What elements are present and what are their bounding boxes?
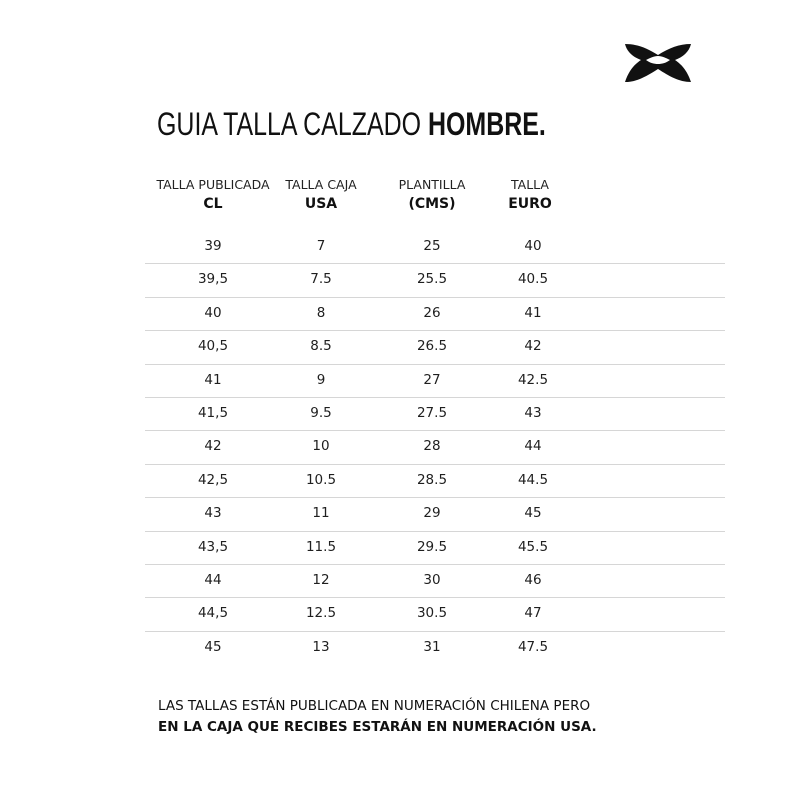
table-row (0, 430, 800, 463)
table-cell: 28.5 (416, 471, 448, 488)
table-cell: 8 (316, 304, 326, 321)
table-cell: 41 (204, 371, 222, 388)
table-cell: 46 (524, 571, 542, 588)
table-cell: 10 (312, 438, 330, 455)
table-cell: 12.5 (305, 605, 337, 622)
table-cell: 40.5 (517, 271, 549, 288)
page-title (157, 104, 546, 144)
table-cell: 40,5 (197, 338, 229, 355)
footer-line1: LAS TALLAS ESTÁN PUBLICADA EN NUMERACIÓN CHILENA PERO (158, 698, 591, 714)
table-cell: 43 (204, 505, 222, 522)
table-cell: 26 (423, 304, 441, 321)
table-row (0, 263, 800, 296)
table-cell: 27.5 (416, 404, 448, 421)
table-cell: 40 (524, 238, 542, 254)
table-row (0, 297, 800, 330)
table-cell: 8.5 (310, 338, 332, 355)
title-bold: HOMBRE. (427, 106, 546, 142)
table-cell: 42.5 (517, 371, 549, 388)
table-cell: 29.5 (416, 538, 448, 555)
footer-note (158, 696, 597, 738)
table-cell: 27 (423, 371, 441, 388)
column-header-usa (285, 177, 356, 215)
table-cell: 28 (423, 438, 441, 455)
table-cell: 39 (204, 238, 222, 254)
column-header-cms (399, 177, 466, 215)
table-cell: 45.5 (517, 538, 549, 555)
table-cell: 31 (423, 638, 441, 655)
column-header-line1: TALLA (511, 177, 549, 192)
table-cell: 12 (312, 571, 330, 588)
table-cell: 45 (204, 638, 222, 655)
table-cell: 11.5 (305, 538, 337, 555)
column-header-line1: TALLA PUBLICADA (156, 177, 270, 192)
table-cell: 26.5 (416, 338, 448, 355)
footer-line2: EN LA CAJA QUE RECIBES ESTARÁN EN NUMERACIÓN USA. (158, 719, 597, 735)
column-header-euro (508, 177, 552, 215)
table-cell: 11 (312, 505, 330, 522)
column-header-line2: USA (304, 196, 338, 212)
table-cell: 42,5 (197, 471, 229, 488)
table-cell: 9.5 (310, 404, 332, 421)
table-cell: 30.5 (416, 605, 448, 622)
column-header-line2: EURO (508, 196, 552, 212)
table-row (0, 564, 800, 597)
title-regular: GUIA TALLA CALZADO (157, 106, 422, 142)
table-cell: 13 (312, 638, 330, 655)
table-cell: 30 (423, 571, 441, 588)
table-row (0, 397, 800, 430)
table-cell: 25.5 (416, 271, 448, 288)
table-cell: 29 (423, 505, 441, 522)
column-header-line1: PLANTILLA (398, 177, 466, 192)
table-cell: 44 (204, 571, 222, 588)
table-cell: 43 (524, 404, 542, 421)
table-cell: 41 (524, 304, 542, 321)
table-cell: 44.5 (517, 471, 549, 488)
table-cell: 10.5 (305, 471, 337, 488)
column-header-line2: CL (203, 196, 223, 212)
table-cell: 42 (204, 438, 222, 455)
column-header-line1: TALLA CAJA (285, 177, 357, 192)
table-cell: 40 (204, 304, 222, 321)
size-table (0, 230, 800, 664)
table-row (0, 631, 800, 664)
table-cell: 7 (316, 238, 326, 254)
table-row (0, 531, 800, 564)
table-cell: 39,5 (197, 271, 229, 288)
table-cell: 42 (524, 338, 542, 355)
under-armour-logo-icon (623, 42, 693, 84)
table-row (0, 330, 800, 363)
table-row (0, 364, 800, 397)
table-cell: 9 (316, 371, 326, 388)
table-cell: 44 (524, 438, 542, 455)
column-header-cl (156, 177, 269, 215)
table-cell: 45 (524, 505, 542, 522)
table-row (0, 230, 800, 263)
table-cell: 47 (524, 605, 542, 622)
table-cell: 41,5 (197, 404, 229, 421)
table-cell: 44,5 (197, 605, 229, 622)
table-cell: 43,5 (197, 538, 229, 555)
table-cell: 7.5 (310, 271, 332, 288)
table-cell: 25 (423, 238, 441, 254)
column-header-line2: (CMS) (408, 196, 456, 212)
table-row (0, 597, 800, 630)
table-cell: 47.5 (517, 638, 549, 655)
table-row (0, 497, 800, 530)
table-row (0, 464, 800, 497)
